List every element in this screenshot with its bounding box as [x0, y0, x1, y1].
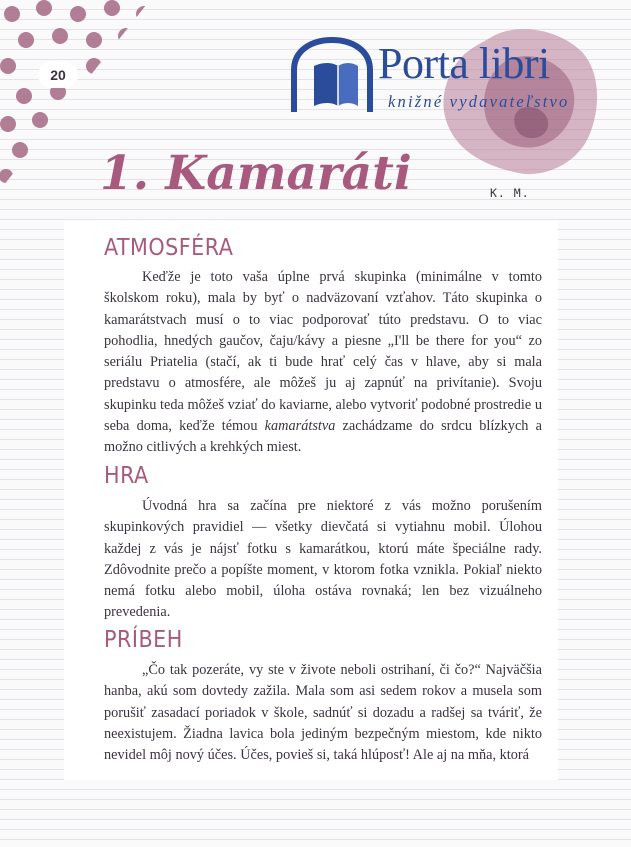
chapter-title: 1. Kamaráti — [100, 146, 412, 202]
section-heading-hra: HRA — [104, 463, 149, 489]
page-number: 20 — [38, 62, 78, 88]
content-panel — [64, 220, 558, 780]
emphasis-word: kamarátstva — [264, 418, 336, 435]
author-initials: K. M. — [490, 186, 530, 200]
publisher-logo — [288, 36, 598, 116]
section-text-pribeh: „Čo tak pozeráte, vy ste v živote neboli ostrihaní, či čo?“ Najväčšia hanba, akú som dovtedy zažila. Mala som asi sedem rokov a musela som porušiť zasadací poriadok v škole, sadnúť si dozadu a radšej sa tváriť, že neexistujem. Žiadna lavica bola jediným bezpečným miestom, kde nikto nevidel môj nový účes. Účes, povieš si, taká hlúposť! Ale aj na mňa, ktorá — [104, 662, 542, 764]
section-text-hra: Úvodná hra sa začína pre niektoré z vás možno porušením skupinkových pravidiel — všetky dievčatá si vytiahnu mobil. Úlohou každej z vás je nájsť fotku s kamarátkou, ktorú máte špeciálne rady. Zdôvodnite prečo a popíšte moment, v ktorom fotka vznikla. Pokiaľ niekto nemá fotku alebo mobil, úloha ostáva rovnaká; len bez vizuálneho prevedenia. — [104, 498, 542, 621]
section-heading-atmosfera: ATMOSFÉRA — [104, 235, 234, 261]
book-arch-icon — [288, 36, 376, 114]
logo-tagline: knižné vydavateľstvo — [388, 92, 570, 111]
logo-wordmark: Porta libri — [378, 39, 550, 88]
section-text-atmosfera: Keďže je toto vaša úplne prvá skupinka (minimálne v tomto školskom roku), mala by byť o nadväzovaní vzťahov. Táto skupinka o kamarátstvach musí o to viac podporovať túto predstavu. O to viac pohodlia, hnedých gaučov, čaju/kávy a piesne „I'll be there for you“ zo seriálu Priatelia (stačí, ak ti bude hrať celý čas v hlave, aby si mala predstavu o atmosfére, ale môžeš ju aj zapnúť na privítanie). Svoju skupinku teda môžeš vziať do kaviarne, alebo vytvoriť podobné prostredie u seba doma, keďže témou kamarátstva zachádzame do srdcu blízkych a možno citlivých a krehkých miest. — [104, 269, 542, 456]
section-heading-pribeh: PRÍBEH — [104, 627, 183, 653]
